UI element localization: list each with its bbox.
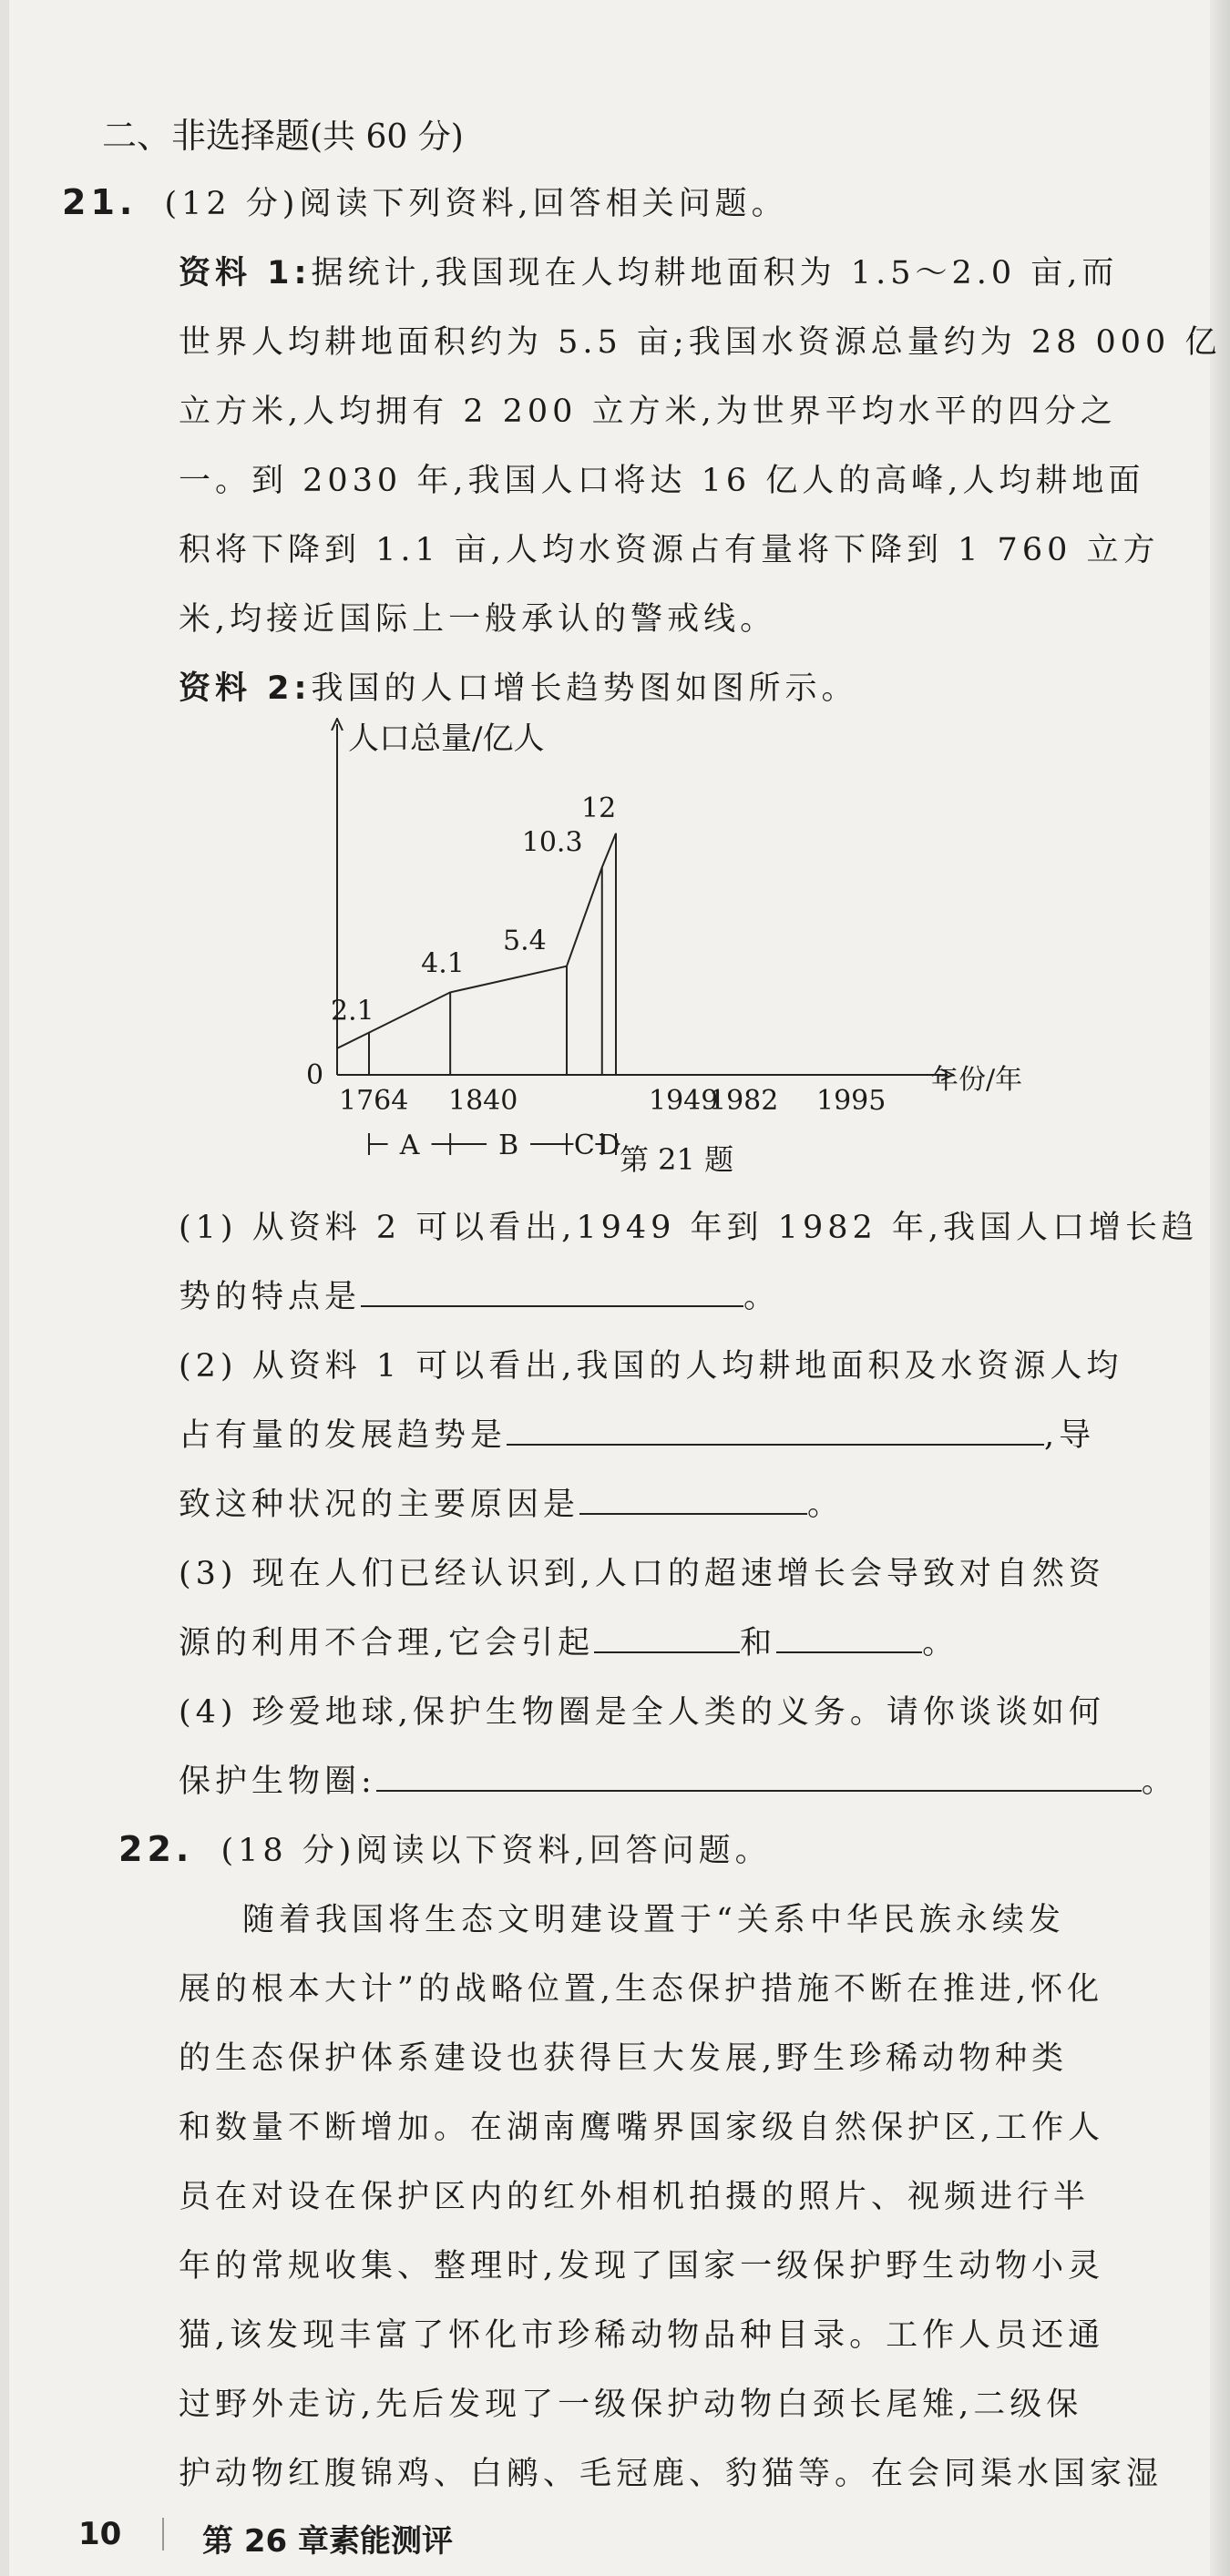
material-1-line-2: 世界人均耕地面积约为 5.5 亩;我国水资源总量约为 28 000 亿 (179, 324, 1222, 361)
sub2-line-1: (2) 从资料 1 可以看出,我国的人均耕地面积及水资源人均 (179, 1348, 1123, 1385)
x-tick-label-1949: 1949 (649, 1085, 719, 1117)
period-label-C: C (573, 1130, 595, 1161)
section-score: (共 60 分) (310, 118, 464, 156)
material-2-text: 我国的人口增长趋势图如图所示。 (311, 670, 858, 707)
sub3-line-2 (179, 1618, 958, 1663)
material-1-line-5: 积将下降到 1.1 亩,人均水资源占有量将下降到 1 760 立方 (179, 532, 1160, 568)
sub1-stem: 势的特点是 (179, 1279, 362, 1315)
material-1-line-4: 一。到 2030 年,我国人口将达 16 亿人的高峰,人均耕地面 (179, 463, 1145, 499)
figure-caption: 第 21 题 (620, 1142, 734, 1177)
sub2-stem: 占有量的发展趋势是 (179, 1417, 507, 1454)
q22-line-1: 随着我国将生态文明建设置于“关系中华民族永续发 (242, 1902, 1065, 1938)
period-label-D: D (598, 1130, 620, 1161)
q21-intro: (12 分)阅读下列资料,回答相关问题。 (164, 186, 788, 222)
sub2-line-2 (179, 1410, 1095, 1456)
q22-header (118, 1825, 772, 1871)
material-1-label: 资料 1: (179, 255, 312, 291)
chart-marks (331, 792, 886, 1161)
x-tick-label-1995: 1995 (816, 1085, 887, 1117)
x-axis-label: 年份/年 (931, 1064, 1023, 1096)
sub4-line-2 (179, 1756, 1178, 1802)
material-1-line-3: 立方米,人均拥有 2 200 立方米,为世界平均水平的四分之 (179, 394, 1117, 430)
y-axis-label: 人口总量/亿人 (348, 721, 545, 757)
section-title (102, 107, 464, 158)
x-tick-label-1840: 1840 (448, 1085, 518, 1117)
q22-number: 22. (118, 1829, 194, 1869)
sub1-line-1: (1) 从资料 2 可以看出,1949 年到 1982 年,我国人口增长趋 (179, 1210, 1198, 1246)
x-tick-label-1764: 1764 (339, 1085, 409, 1117)
sub4-line-1: (4) 珍爱地球,保护生物圈是全人类的义务。请你谈谈如何 (179, 1694, 1105, 1731)
section-title-text: 二、非选择题 (102, 116, 311, 156)
sub3-line-1: (3) 现在人们已经认识到,人口的超速增长会导致对自然资 (179, 1556, 1105, 1592)
sub1-answer-blank[interactable] (361, 1278, 743, 1307)
material-2-line (179, 663, 858, 709)
q22-line-7: 猫,该发现丰富了怀化市珍稀动物品种目录。工作人员还通 (179, 2317, 1105, 2354)
period-label-A: A (399, 1130, 420, 1161)
sub2-answer-blank-2[interactable] (579, 1486, 807, 1515)
material-1-text-1: 据统计,我国现在人均耕地面积为 1.5～2.0 亩,而 (311, 255, 1119, 291)
sub1-line-2 (179, 1272, 780, 1317)
q22-intro: (18 分)阅读以下资料,回答问题。 (220, 1833, 772, 1869)
q22-line-2: 展的根本大计”的战略位置,生态保护措施不断在推进,怀化 (179, 1971, 1104, 2008)
sub1-period: 。 (743, 1279, 781, 1315)
sub4-stem: 保护生物圈: (179, 1763, 376, 1800)
scan-edge-left (0, 0, 9, 2576)
q21-number: 21. (62, 182, 138, 222)
q22-line-3: 的生态保护体系建设也获得巨大发展,野生珍稀动物种类 (179, 2040, 1069, 2077)
sub3-answer-blank-2[interactable] (776, 1624, 922, 1653)
sub2-reason-stem: 致这种状况的主要原因是 (179, 1487, 580, 1523)
value-label-1840: 4.1 (421, 947, 465, 980)
sub2-line-3 (179, 1479, 844, 1525)
value-label-1995: 12 (581, 792, 617, 824)
value-label-1764: 2.1 (331, 995, 374, 1027)
period-label-B: B (498, 1130, 519, 1161)
sub2-answer-blank-1[interactable] (507, 1416, 1044, 1446)
material-2-label: 资料 2: (179, 670, 312, 707)
origin-label: 0 (306, 1059, 324, 1091)
sub3-answer-blank-1[interactable] (594, 1624, 740, 1653)
q22-line-8: 过野外走访,先后发现了一级保护动物白颈长尾雉,二级保 (179, 2387, 1083, 2423)
q21-header (62, 179, 788, 224)
footer-divider (162, 2518, 164, 2550)
q22-line-9: 护动物红腹锦鸡、白鹇、毛冠鹿、豹猫等。在会同渠水国家湿 (179, 2456, 1163, 2492)
sub3-period: 。 (922, 1625, 959, 1661)
material-1-line-1 (179, 248, 1118, 293)
sub2-period: 。 (807, 1487, 845, 1523)
page-number: 10 (78, 2516, 122, 2552)
q22-line-4: 和数量不断增加。在湖南鹰嘴界国家级自然保护区,工作人 (179, 2110, 1105, 2146)
value-label-1982: 10.3 (521, 826, 583, 859)
sub3-stem: 源的利用不合理,它会引起 (179, 1625, 595, 1661)
x-tick-label-1982: 1982 (709, 1085, 779, 1117)
q22-line-5: 员在对设在保护区内的红外相机拍摄的照片、视频进行半 (179, 2179, 1091, 2215)
scan-edge-right (1210, 0, 1230, 2576)
sub4-period: 。 (1141, 1763, 1178, 1800)
q22-line-6: 年的常规收集、整理时,发现了国家一级保护野生动物小灵 (179, 2248, 1105, 2285)
sub2-stem-end: ,导 (1044, 1417, 1096, 1454)
value-label-1949: 5.4 (503, 925, 547, 957)
sub4-answer-blank[interactable] (376, 1763, 1142, 1792)
material-1-line-6: 米,均接近国际上一般承认的警戒线。 (179, 601, 777, 638)
footer-chapter-title: 第 26 章素能测评 (202, 2523, 453, 2560)
population-line (337, 833, 616, 1048)
sub3-and: 和 (740, 1625, 777, 1661)
